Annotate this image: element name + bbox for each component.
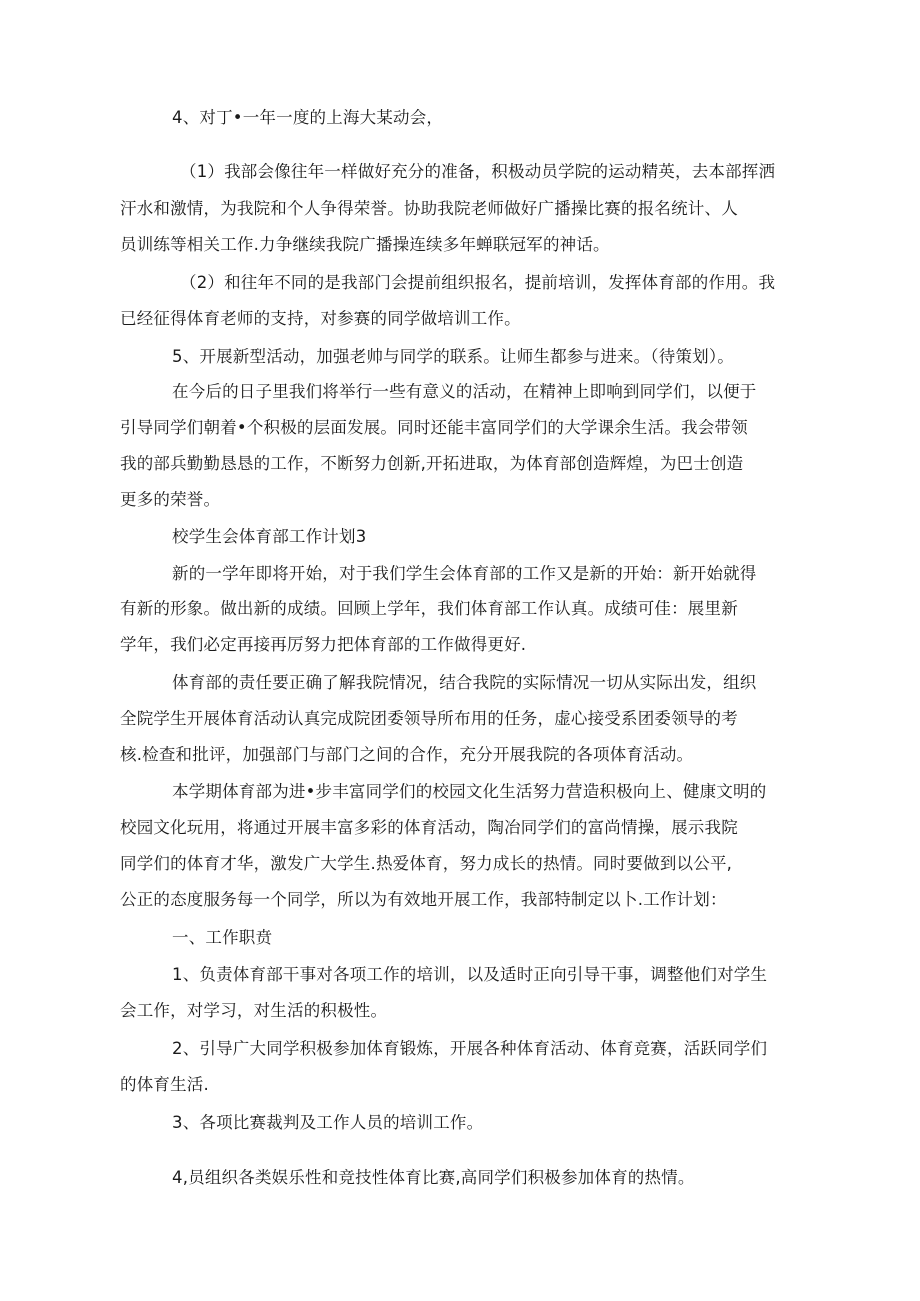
text-line: 本学期体育部为进•步丰富同学们的校园文化生活努力营造积极向上、健康文明的	[172, 782, 767, 801]
text-line: 4,员组织各类娱乐性和竞技性体育比赛,高同学们积极参加体育的热情。	[172, 1168, 695, 1187]
text-line: 引导同学们朝着•个积极的层面发展。同时还能丰富同学们的大学课余生活。我会带领	[120, 418, 748, 437]
text-line: 更多的荣誉。	[120, 490, 221, 509]
text-line: 的体育生活.	[120, 1075, 209, 1094]
text-line: 1、负责体育部干事对各项工作的培训，以及适时正向引导干事，调整他们对学生	[172, 965, 768, 984]
text-line: 我的部兵勤勤恳恳的工作，不断努力创新,开拓进取，为体育部创造辉煌，为巴士创造	[120, 454, 744, 473]
text-line: 公正的态度服务每一个同学，所以为有效地开展工作，我部特制定以卜.工作计划：	[120, 890, 727, 909]
text-line: 校园文化玩用，将通过开展丰富多彩的体育活动，陶冶同学们的富尚情操，展示我院	[120, 818, 738, 837]
text-line: 在今后的日子里我们将举行一些有意义的活动，在精神上即响到同学们，以便于	[172, 382, 757, 401]
text-line: 全院学生开展体育活动认真完成院团委领导所布用的任务，虚心接受系团委领导的考	[120, 709, 738, 728]
text-line: 有新的形象。做出新的成绩。回顾上学年，我们体育部工作认真。成绩可佳：展里新	[120, 599, 738, 618]
section-heading: 校学生会体育部工作计划3	[172, 527, 367, 546]
text-line: 核.检查和批评，加强部门与部门之间的合作，充分开展我院的各项体育活动。	[120, 745, 694, 764]
text-line: 5、开展新型活动，加强老帅与同学的联系。让师生都参与进来。（待策划）。	[172, 347, 734, 366]
text-line: 员训练等相关工作.力争继续我院广播操连续多年蝉联冠军的神话。	[120, 235, 610, 254]
text-line: （2）和往年不同的是我部门会提前组织报名，提前培训，发挥体育部的作用。我	[180, 273, 776, 292]
section-heading: 一、工作职贲	[172, 928, 273, 947]
text-line: 同学们的体育才华，激发广大学生.热爱体育，努力成长的热情。同时要做到以公平,	[120, 854, 733, 873]
text-line: 新的一学年即将开始，对于我们学生会体育部的工作又是新的开始：新开始就得	[172, 564, 757, 583]
text-line: 学年，我们必定再接再厉努力把体育部的工作做得更好.	[120, 635, 527, 654]
text-line: 体育部的责任要正确了解我院情况，结合我院的实际情况一切从实际出发，组织	[172, 673, 757, 692]
text-line: 3、各项比赛裁判及工作人员的培训工作。	[172, 1113, 484, 1132]
text-line: 已经征得体育老师的支持，对参赛的同学做培训工作。	[120, 309, 521, 328]
text-line: 4、对丁•一年一度的上海大某动会，	[172, 108, 444, 127]
text-line: （1）我部会像往年一样做好充分的准备，积极动员学院的运动精英，去本部挥洒	[180, 162, 776, 181]
text-line: 会工作，对学习，对生活的积极性。	[120, 1001, 388, 1020]
text-line: 汗水和激情，为我院和个人争得荣誉。协助我院老师做好广播操比赛的报名统计、人	[120, 199, 738, 218]
text-line: 2、引导广大同学积极参加体育锻炼，开展各种体育活动、体育竞赛，活跃同学们	[172, 1039, 768, 1058]
